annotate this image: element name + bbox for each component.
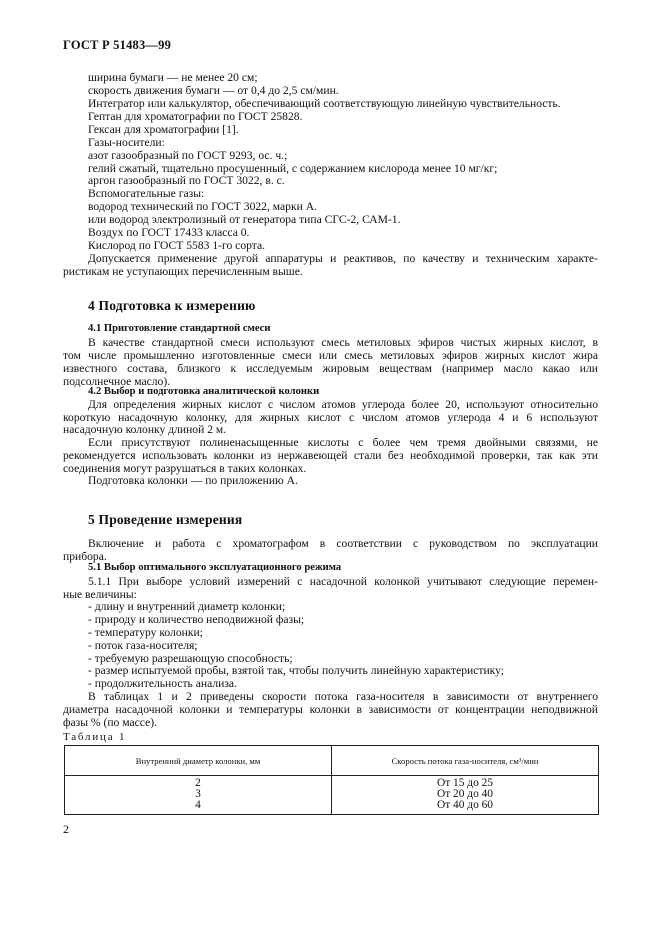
text-line: ширина бумаги — не менее 20 см; <box>88 71 258 84</box>
paragraph-line: Для определения жирных кислот с числом атомов углерода более 20, используют относительно <box>88 398 598 411</box>
list-item: - длину и внутренний диаметр колонки; <box>88 600 286 613</box>
paragraph-line: известного состава, близкого к исследуемым жировым веществам (например масло какао или <box>63 362 598 375</box>
list-item: - поток газа-носителя; <box>88 639 198 652</box>
paragraph-line: Если присутствуют полиненасыщенные кислоты с более чем тремя двойными связями, не <box>88 436 598 449</box>
paragraph-line: короткую насадочную колонку, для жирных кислот с числом атомов углерода 4 и 6 используют <box>63 411 598 424</box>
text-line: Воздух по ГОСТ 17433 класса 0. <box>88 226 250 239</box>
paragraph-line: ные величины: <box>63 588 137 601</box>
paragraph-line: насадочную колонку длиной 2 м. <box>63 423 227 436</box>
table-cell-value: От 20 до 40 <box>436 788 494 800</box>
table-header-cell: Скорость потока газа-носителя, см³/мин <box>332 746 599 776</box>
list-item: - температуру колонки; <box>88 626 203 639</box>
paragraph-line: В качестве стандартной смеси используют смесь метиловых эфиров чистых жирных кислот, в <box>88 336 598 349</box>
page-number: 2 <box>63 822 69 836</box>
text-line: гелий сжатый, тщательно просушенный, с содержанием кислорода менее 10 мг/кг; <box>88 162 498 175</box>
table-cell-speeds <box>332 776 599 815</box>
text-line: водород технический по ГОСТ 3022, марки А. <box>88 200 317 213</box>
paragraph-line: 5.1.1 При выборе условий измерений с насадочной колонкой учитывают следующие перемен- <box>88 575 598 588</box>
table-row <box>65 776 599 815</box>
text-line: аргон газообразный по ГОСТ 3022, в. с. <box>88 174 285 187</box>
text-line: Кислород по ГОСТ 5583 1-го сорта. <box>88 239 266 252</box>
section-heading: 5 Проведение измерения <box>88 512 243 527</box>
text-line: Газы-носители: <box>88 136 165 149</box>
subsection-heading: 4.2 Выбор и подготовка аналитической колонки <box>88 386 320 397</box>
table-cell-value: От 15 до 25 <box>436 777 494 789</box>
table-cell-value: 2 <box>195 777 201 789</box>
table-cell-value: 3 <box>195 788 201 800</box>
paragraph-line: рекомендуется использовать колонки из нержавеющей стали без необходимой проверки, так как эти <box>63 449 598 462</box>
paragraph-line: том числе промышленно изготовленные смеси или смесь метиловых эфиров жирных кислот жира <box>63 349 598 362</box>
list-item: - продолжительность анализа. <box>88 677 237 690</box>
paragraph-line: В таблицах 1 и 2 приведены скорости потока газа-носителя в зависимости от внутреннего <box>88 690 598 703</box>
paragraph-line: Допускается применение другой аппаратуры и реактивов, по качеству и техническим характе- <box>88 252 598 265</box>
list-item: - размер испытуемой пробы, взятой так, чтобы получить линейную характеристику; <box>88 664 504 677</box>
paragraph-line: ристикам не уступающих перечисленным выше. <box>63 265 303 278</box>
text-line: Гексан для хроматографии [1]. <box>88 123 239 136</box>
paragraph-line: Подготовка колонки — по приложению А. <box>88 474 298 487</box>
paragraph-line: соединения могут разрушаться в таких колонках. <box>63 462 307 475</box>
text-line: скорость движения бумаги — от 0,4 до 2,5 см/мин. <box>88 84 339 97</box>
paragraph-line: диаметра насадочной колонки и температуры колонки в зависимости от концентрации неподвижной <box>63 703 598 716</box>
standard-header: ГОСТ Р 51483—99 <box>63 38 172 52</box>
list-item: - природу и количество неподвижной фазы; <box>88 613 305 626</box>
paragraph-line: фазы % (по массе). <box>63 716 157 729</box>
table-cell-value: От 40 до 60 <box>436 799 494 811</box>
table-cell-diameters <box>65 776 332 815</box>
text-line: Вспомогательные газы: <box>88 187 205 200</box>
table-header-row <box>65 746 599 776</box>
table-1 <box>64 745 599 815</box>
subsection-heading: 4.1 Приготовление стандартной смеси <box>88 323 271 334</box>
table-header-cell: Внутренний диаметр колонки, мм <box>65 746 332 776</box>
list-item: - требуемую разрешающую способность; <box>88 652 293 665</box>
text-line: азот газообразный по ГОСТ 9293, ос. ч.; <box>88 149 288 162</box>
paragraph-line: прибора. <box>63 550 107 563</box>
table-caption: Таблица 1 <box>63 731 127 743</box>
text-line: Интегратор или калькулятор, обеспечивающий соответствующую линейную чувствительность. <box>88 97 561 110</box>
paragraph-line: подсолнечное масло). <box>63 375 171 388</box>
text-line: Гептан для хроматографии по ГОСТ 25828. <box>88 110 303 123</box>
paragraph-line: Включение и работа с хроматографом в соответствии с руководством по эксплуатации <box>88 537 598 550</box>
subsection-heading: 5.1 Выбор оптимального эксплуатационного режима <box>88 562 342 573</box>
table-cell-value: 4 <box>195 799 201 811</box>
text-line: или водород электролизный от генератора типа СГС-2, САМ-1. <box>88 213 401 226</box>
section-heading: 4 Подготовка к измерению <box>88 298 256 313</box>
